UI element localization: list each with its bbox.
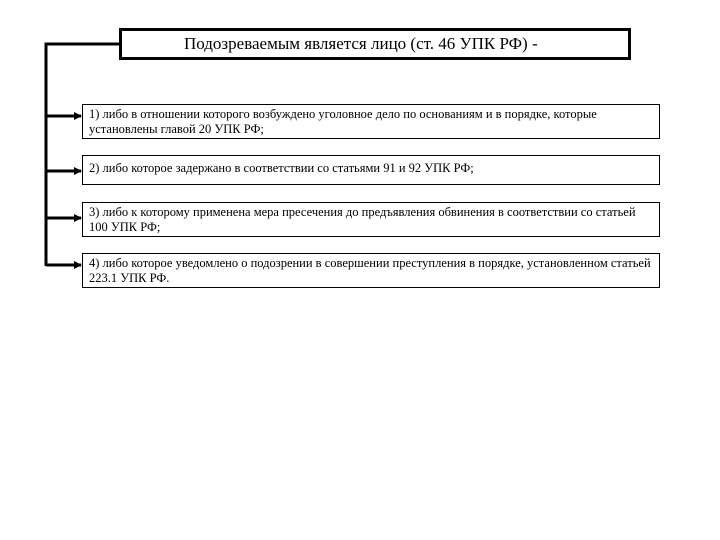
item-box-4: [82, 253, 660, 288]
item-text-3: 3) либо к которому применена мера пресечения до предъявления обвинения в соответствии со статьей 100 УПК РФ;: [89, 205, 636, 234]
item-text-2: 2) либо которое задержано в соответствии со статьями 91 и 92 УПК РФ;: [89, 161, 474, 175]
item-text-1: 1) либо в отношении которого возбуждено уголовное дело по основаниям и в порядке, которые установлены главой 20 УПК РФ;: [89, 107, 597, 136]
item-box-3: [82, 202, 660, 237]
title-box: [119, 28, 631, 60]
item-box-2: [82, 155, 660, 185]
item-text-4: 4) либо которое уведомлено о подозрении в совершении преступления в порядке, установленном статьей 223.1 УПК РФ.: [89, 256, 651, 285]
title-text: Подозреваемым является лицо (ст. 46 УПК РФ) -: [184, 34, 538, 53]
item-box-1: [82, 104, 660, 139]
